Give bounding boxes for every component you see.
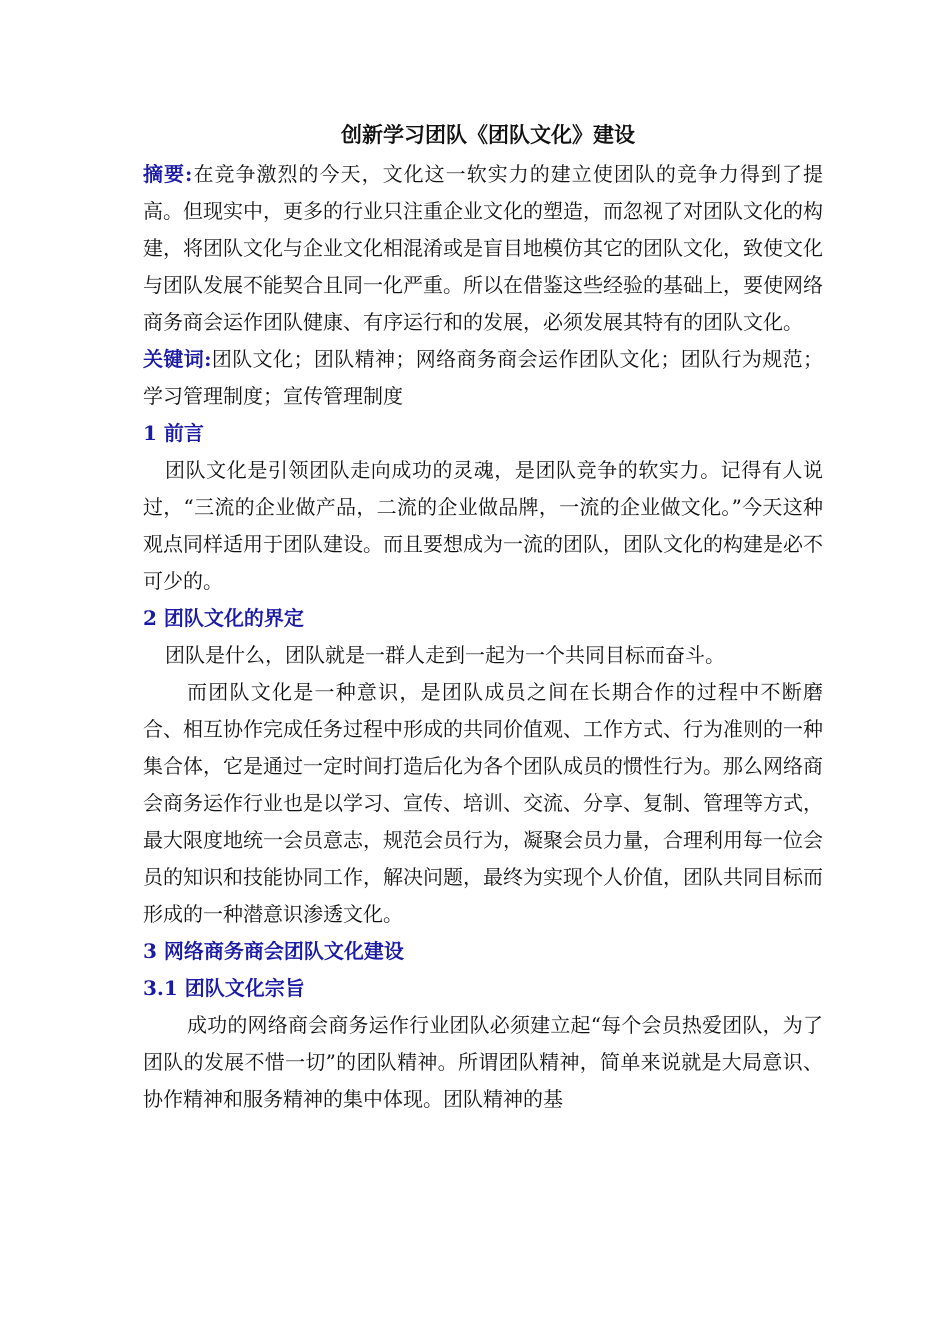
abstract-label: 摘要: — [143, 162, 193, 186]
section-2-heading: 2 团队文化的界定 — [143, 606, 304, 630]
section-3-1-heading: 3.1 团队文化宗旨 — [143, 976, 305, 1000]
abstract-text: 在竞争激烈的今天，文化这一软实力的建立使团队的竞争力得到了提高。但现实中，更多的行业只注重企业文化的塑造，而忽视了对团队文化的构建，将团队文化与企业文化相混淆或是盲目地模仿其它的团队文化，致使文化与团队发展不能契合且同一化严重。所以在借鉴这些经验的基础上，要使网络商务商会运作团队健康、有序运行和的发展，必须发展其特有的团队文化。 — [143, 162, 823, 334]
keywords-label: 关键词: — [143, 347, 212, 371]
keywords-text: 团队文化；团队精神；网络商务商会运作团队文化；团队行为规范；学习管理制度；宣传管理制度 — [143, 347, 823, 408]
section-2-paragraph-1: 团队是什么，团队就是一群人走到一起为一个共同目标而奋斗。 — [165, 643, 725, 667]
document-title: 创新学习团队《团队文化》建设 — [341, 122, 635, 147]
abstract-paragraph — [143, 156, 823, 341]
section-1-heading: 1 前言 — [143, 421, 204, 445]
keywords-paragraph — [143, 341, 823, 415]
section-3-heading: 3 网络商务商会团队文化建设 — [143, 939, 404, 963]
section-3-1-paragraph-1: 成功的网络商会商务运作行业团队必须建立起“每个会员热爱团队，为了团队的发展不惜一切”的团队精神。所谓团队精神，简单来说就是大局意识、协作精神和服务精神的集中体现。团队精神的基 — [143, 1013, 823, 1111]
section-1-paragraph-1: 团队文化是引领团队走向成功的灵魂，是团队竞争的软实力。记得有人说过，“三流的企业做产品，二流的企业做品牌，一流的企业做文化。”今天这种观点同样适用于团队建设。而且要想成为一流的团队，团队文化的构建是必不可少的。 — [143, 458, 823, 593]
section-2-paragraph-2: 而团队文化是一种意识，是团队成员之间在长期合作的过程中不断磨合、相互协作完成任务过程中形成的共同价值观、工作方式、行为准则的一种集合体，它是通过一定时间打造后化为各个团队成员的惯性行为。那么网络商会商务运作行业也是以学习、宣传、培训、交流、分享、复制、管理等方式，最大限度地统一会员意志，规范会员行为，凝聚会员力量，合理利用每一位会员的知识和技能协同工作，解决问题，最终为实现个人价值，团队共同目标而形成的一种潜意识渗透文化。 — [143, 680, 823, 926]
document-page — [143, 118, 823, 1118]
